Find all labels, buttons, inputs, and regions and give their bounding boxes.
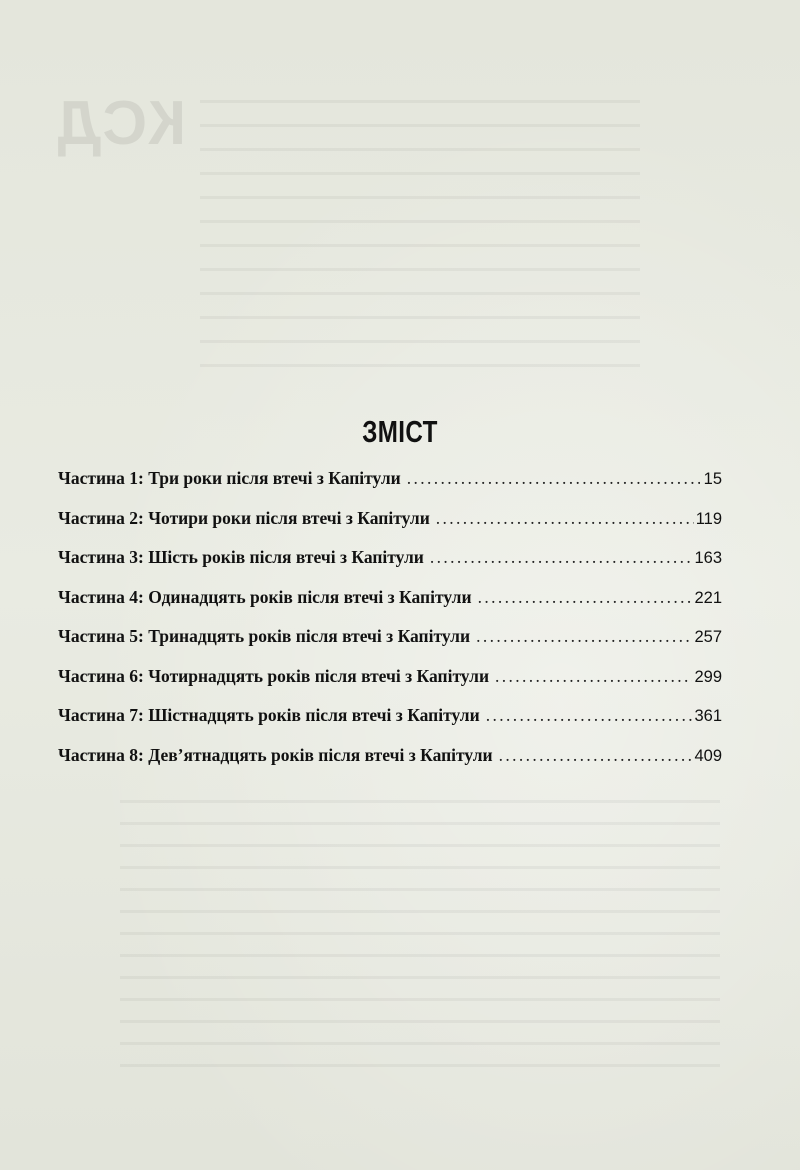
toc-entry-label: Частина 2: Чотири роки після втечі з Капітули bbox=[58, 507, 430, 528]
toc-page-number: 299 bbox=[694, 667, 722, 686]
toc-entry bbox=[58, 705, 722, 745]
toc-entry bbox=[58, 626, 722, 666]
toc-dot-leader bbox=[476, 626, 692, 647]
table-of-contents bbox=[58, 468, 722, 784]
toc-dot-leader bbox=[407, 468, 700, 489]
toc-page-number: 361 bbox=[694, 707, 722, 725]
show-through-text bbox=[200, 100, 640, 370]
toc-dot-leader bbox=[436, 508, 694, 529]
toc-entry bbox=[58, 508, 722, 548]
toc-dot-leader bbox=[430, 547, 693, 568]
toc-entry-label: Частина 5: Тринадцять років після втечі з Капітули bbox=[58, 626, 471, 646]
toc-entry-label: Частина 3: Шість років після втечі з Капітули bbox=[58, 547, 424, 567]
toc-page-number: 409 bbox=[694, 746, 722, 765]
toc-entry-label: Частина 4: Одинадцять років після втечі з Капітули bbox=[58, 586, 472, 607]
contents-title: ЗМІСТ bbox=[362, 413, 438, 449]
toc-page-number: 221 bbox=[694, 588, 722, 607]
toc-entry bbox=[58, 666, 722, 706]
toc-dot-leader bbox=[495, 666, 692, 687]
toc-entry-label: Частина 8: Дев’ятнадцять років після втечі з Капітули bbox=[58, 744, 493, 765]
toc-entry bbox=[58, 745, 722, 785]
toc-entry-label: Частина 1: Три роки після втечі з Капітули bbox=[58, 468, 401, 488]
toc-page-number: 257 bbox=[694, 628, 722, 646]
toc-dot-leader bbox=[499, 745, 693, 766]
toc-entry bbox=[58, 547, 722, 587]
toc-entry-label: Частина 7: Шістнадцять років після втечі з Капітули bbox=[58, 705, 480, 725]
show-through-text bbox=[120, 800, 720, 1080]
toc-page-number: 15 bbox=[703, 470, 722, 488]
toc-page-number: 119 bbox=[695, 509, 722, 528]
toc-entry bbox=[58, 468, 722, 508]
toc-dot-leader bbox=[486, 705, 693, 726]
toc-entry-label: Частина 6: Чотирнадцять років після втечі з Капітули bbox=[58, 665, 490, 686]
toc-entry bbox=[58, 587, 722, 627]
toc-page-number: 163 bbox=[694, 549, 722, 567]
toc-dot-leader bbox=[478, 587, 693, 608]
show-through-logo: КСД bbox=[55, 89, 187, 158]
